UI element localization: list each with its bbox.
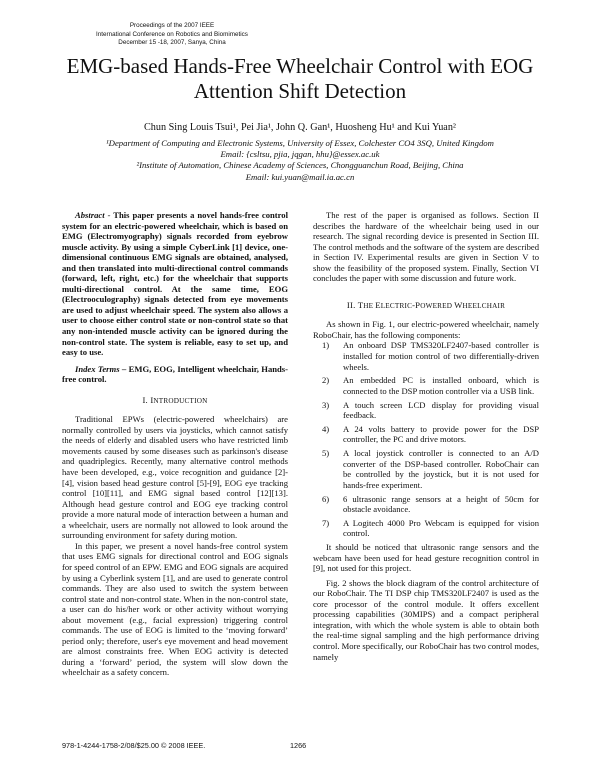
paper-title bbox=[0, 54, 600, 104]
affiliation-line: ¹Department of Computing and Electronic Systems, University of Essex, Colchester CO4 3SQ, United Kingdom bbox=[106, 138, 494, 148]
sensors-paragraph: It should be noticed that ultrasonic range sensors and the webcam have been used for head gesture recognition control in [9], not used for this project. bbox=[313, 542, 539, 574]
index-terms-text: EMG, EOG, Intelligent wheelchair, Hands-free control. bbox=[62, 363, 289, 385]
list-item: 7) A Logitech 4000 Pro Webcam is equipped for vision control. bbox=[322, 517, 539, 539]
index-terms-label: Index Terms – bbox=[75, 363, 127, 374]
copyright-footer: 978-1-4244-1758-2/08/$25.00 © 2008 IEEE. bbox=[62, 741, 206, 750]
title-line-2: Attention Shift Detection bbox=[193, 79, 407, 103]
affiliation-line: ²Institute of Automation, Chinese Academy of Sciences, Chongguanchun Road, Beijing, China bbox=[136, 160, 464, 171]
list-item: 5) A local joystick controller is connected to an A/D converter of the DSP-based controller. RoboChair can be controlled by the joystick, but it is not used for hands-free experiment. bbox=[322, 448, 539, 490]
section-heading-wheelchair: II. THE ELECTRIC-POWERED WHEELCHAIR bbox=[346, 299, 506, 310]
components-list bbox=[313, 340, 539, 538]
page-number: 1266 bbox=[290, 741, 307, 750]
abstract-text: This paper presents a novel hands-free control system for an electric-powered wheelchair, which is based on EMG (Electromyography) signals recorded from eyebrow muscle activity. By using a simple CyberLink [1] device, one-dimensional continuous EMG signals are obtained, analysed, and then translated into multi-directional control commands (forward, left, right, etc.) for the wheelchair that supports multi-directional control. At the same time, EOG (Electrooculography) signals detected from eye movements are used to adjust wheelchair speed. The system also allows a user to choose either control state or non-control state so that any non-intended muscle activity can be ignored during the non-control state. The system is reliable, easy to set up, and easy to use. bbox=[62, 210, 288, 358]
components-intro: As shown in Fig. 1, our electric-powered wheelchair, namely RoboChair, has the following components: bbox=[313, 319, 539, 340]
affiliation-email: Email: kui.yuan@mail.ia.ac.cn bbox=[245, 171, 355, 182]
intro-paragraph-1: Traditional EPWs (electric-powered wheelchairs) are normally controlled by users via joysticks, which cannot satisfy the needs of elderly and disabled users who have restricted limb movements caused by some diseases such as parkinson's disease and quadriplegics. Recently, many alternative control methods have been developed, e.g., voice recognition and guidance [2]-[4], vision based head gesture control [5]-[9], EOG eye tracking control [10][11], and EMG signal based control [12][13]. Although head gesture control and EOG eye tracking control provide a more natural mode of interaction between a human and a wheelchair, users are normally not allowed to look around the surrounding environment for safety during motion. bbox=[62, 414, 288, 541]
author-list: Chun Sing Louis Tsui¹, Pei Jia¹, John Q. Gan¹, Huosheng Hu¹ and Kui Yuan² bbox=[144, 122, 456, 133]
proceedings-header bbox=[62, 22, 282, 48]
left-column bbox=[62, 210, 288, 678]
section-heading-introduction: I. INTRODUCTION bbox=[142, 394, 208, 405]
abstract bbox=[62, 210, 288, 358]
list-item: 2) An embedded PC is installed onboard, which is connected to the DSP motion controller via a USB link. bbox=[322, 375, 539, 396]
list-item: 6) 6 ultrasonic range sensors at a height of 50cm for obstacle avoidance. bbox=[322, 493, 539, 515]
intro-paragraph-2: In this paper, we present a novel hands-free control system that uses EMG signals for directional control and EOG signals for speed control of an EPW. EMG and EOG signals are acquired by using a Cyberlink system [1], and are used to generate control commands. They are also used to switch the system between control state and non-control state. When in the non-control state, a user can do his/her work or other activity without worrying about movement (e.g., facial expression) triggering control commands. The use of EOG is limited to the ‘moving forward’ period only; therefore, user's eye movement and head movement are almost constraints free. When EOG activity is detected during a ‘forward’ period, the system will slow down the wheelchair as a safety concern. bbox=[62, 540, 288, 678]
proceedings-line: Proceedings of the 2007 IEEE bbox=[129, 22, 215, 29]
organisation-paragraph: The rest of the paper is organised as follows. Section II describes the hardware of the wheelchair being used in our research. The signal recording device is presented in Section III. The control methods and the software of the system are described in Section IV. Experimental results are given in Section V to show the feasibility of the proposed system. Finally, Section VI concludes the paper with some discussion and future work. bbox=[313, 210, 539, 284]
abstract-label: Abstract - bbox=[75, 210, 111, 220]
list-item: 1) An onboard DSP TMS320LF2407-based controller is installed for motion control of two differentially-driven wheels. bbox=[322, 340, 539, 372]
title-line-1: EMG-based Hands-Free Wheelchair Control with EOG bbox=[66, 54, 534, 78]
architecture-paragraph: Fig. 2 shows the block diagram of the control architecture of our RoboChair. The TI DSP chip TMS320LF2407 is used as the core processor of the control module. It offers excellent processing capabilities (30MIPS) and a compact peripheral integration, with which the whole system is able to obtain both the real-time signal sampling and the high performance driving control. More specifically, our RoboChair has two control modes, namely bbox=[313, 577, 539, 662]
affiliations bbox=[0, 138, 600, 183]
list-item: 3) A touch screen LCD display for providing visual feedback. bbox=[322, 399, 539, 421]
right-column bbox=[313, 210, 539, 662]
affiliation-email: Email: {csltsu, pjia, jqgan, hhu}@essex.ac.uk bbox=[220, 149, 380, 160]
list-item: 4) A 24 volts battery to provide power for the DSP controller, the PC and drive motors. bbox=[322, 423, 539, 445]
proceedings-line: December 15 -18, 2007, Sanya, China bbox=[118, 39, 226, 47]
proceedings-line: International Conference on Robotics and Biomimetics bbox=[96, 30, 248, 38]
index-terms bbox=[62, 364, 288, 385]
